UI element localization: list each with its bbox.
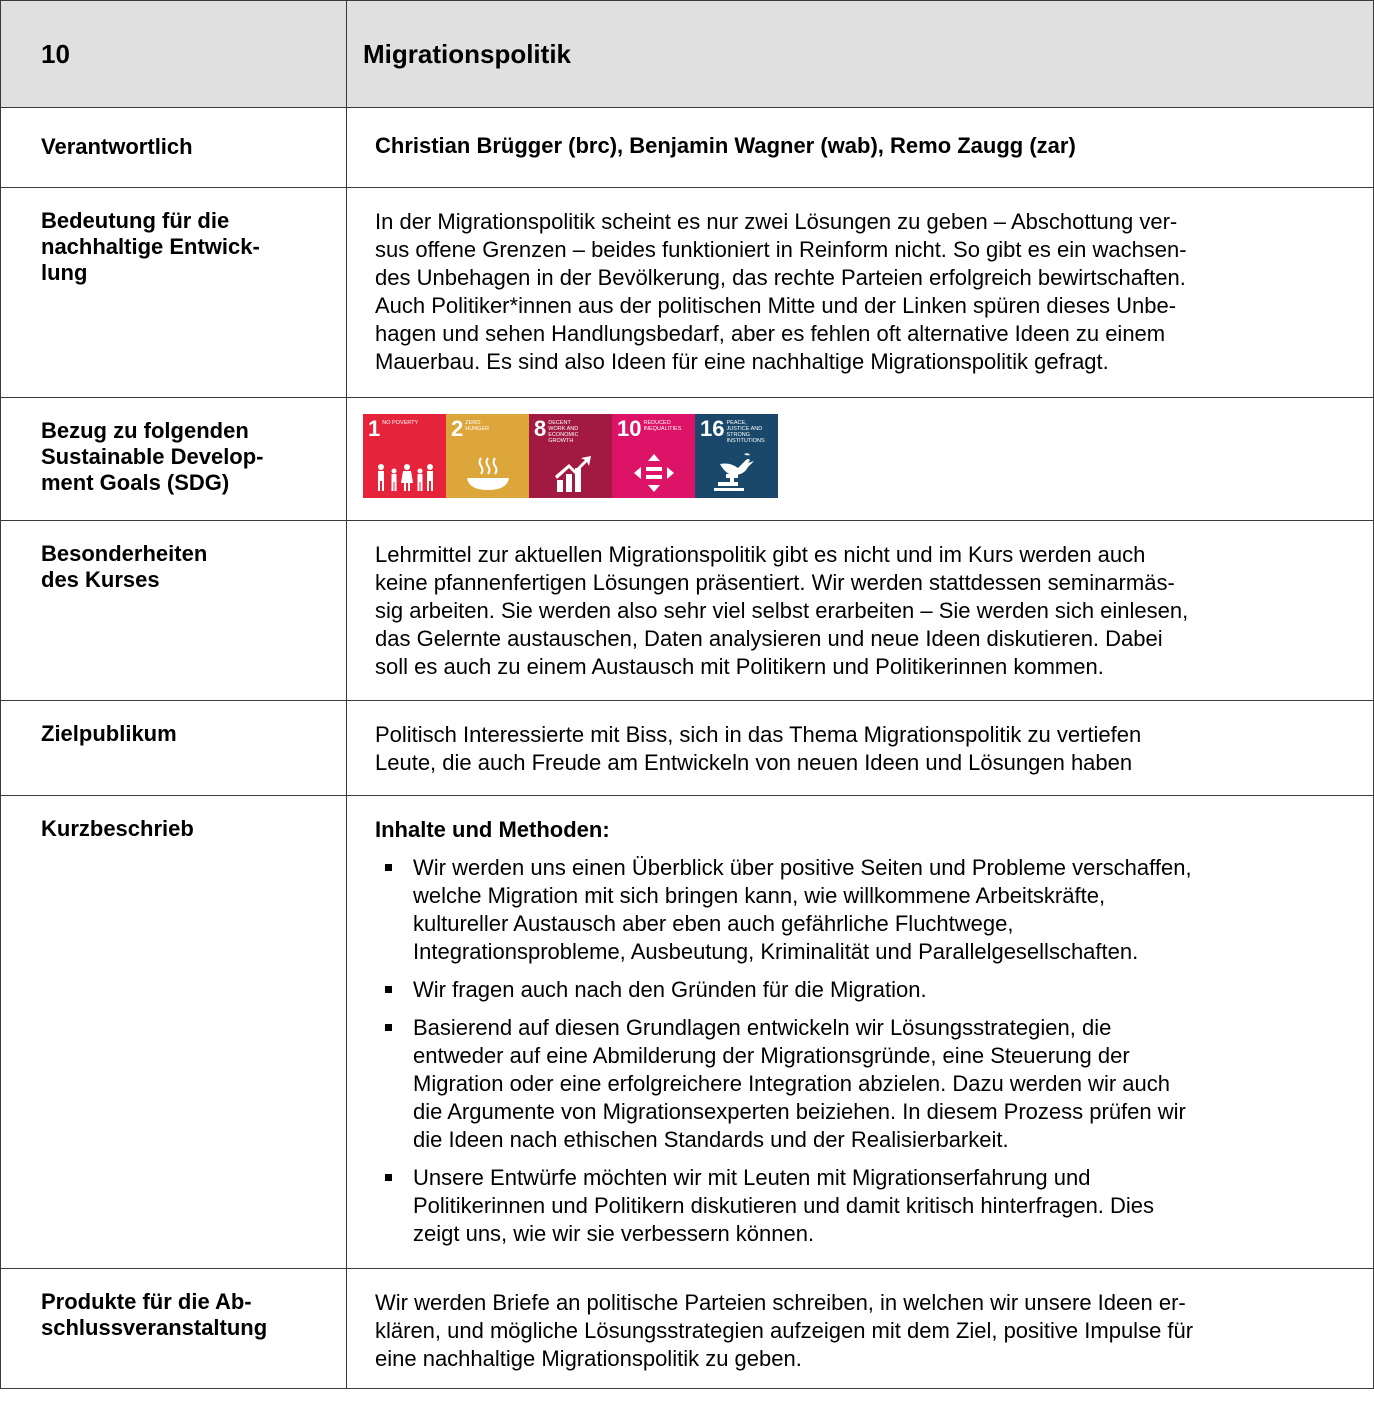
sdg-number: 1 [368,416,381,441]
text-line: Politikerinnen und Politikern diskutieren und damit kritisch hinterfragen. Dies [413,1193,1155,1218]
sdg-title: ZERO HUNGER [465,420,490,432]
text-line: Integrationsprobleme, Ausbeutung, Kriminalität und Parallelgesellschaften. [413,939,1139,964]
text-line: Lehrmittel zur aktuellen Migrationspolitik gibt es nicht und im Kurs werden auch [375,542,1146,567]
row-sdg [1,398,1374,521]
text-line: Mauerbau. Es sind also Ideen für eine nachhaltige Migrationspolitik gefragt. [375,349,1109,374]
text-line: entweder auf eine Abmilderung der Migrationsgründe, eine Steuerung der [413,1043,1130,1068]
sdg-title: NO POVERTY [382,420,419,426]
value-besonderheiten [347,521,1374,701]
row-kurzbeschrieb [1,796,1374,1269]
list-item [375,1164,1353,1248]
row-zielpublikum [1,701,1374,796]
text-line: Leute, die auch Freude am Entwickeln von neuen Ideen und Lösungen haben [375,750,1133,775]
value-zielpublikum [347,701,1374,796]
text-line: Auch Politiker*innen aus der politischen Mitte und der Linken spüren dieses Unbe- [375,293,1177,318]
sdg-title: REDUCED INEQUALITIES [643,420,682,432]
label-zielpublikum: Zielpublikum [1,701,347,796]
value-kurzbeschrieb [347,796,1374,1269]
sdg-number: 16 [700,416,725,441]
list-item [375,1014,1353,1154]
label-line: Produkte für die Ab- [41,1289,252,1314]
subheading: Inhalte und Methoden: [375,817,610,842]
bowl-icon [463,456,513,492]
text-line: Wir fragen auch nach den Gründen für die Migration. [413,977,927,1002]
sdg-title: DECENT WORK AND ECONOMIC GROWTH [548,420,579,444]
sdg-tile-1 [363,414,446,498]
text-line: sus offene Grenzen – beides funktioniert in Reinform nicht. So gibt es ein wachsen- [375,237,1187,262]
label-line: Besonderheiten [41,541,208,566]
label-line: ment Goals (SDG) [41,470,230,495]
sdg-title: PEACE, JUSTICE AND STRONG INSTITUTIONS [726,420,765,444]
label-kurzbeschrieb: Kurzbeschrieb [1,796,347,1269]
course-number: 10 [1,1,347,108]
dove-gavel-icon [714,452,760,492]
course-title: Migrationspolitik [347,1,1374,108]
equality-icon [634,454,674,492]
sdg-icons [363,414,1353,498]
label-bedeutung [1,188,347,398]
value-verantwortlich: Christian Brügger (brc), Benjamin Wagner (wab), Remo Zaugg (zar) [347,108,1374,188]
text-line: keine pfannenfertigen Lösungen präsentiert. Wir werden stattdessen seminarmäs- [375,570,1175,595]
text-line: welche Migration mit sich bringen kann, wie willkommene Arbeitskräfte, [413,883,1106,908]
text-line: kultureller Austausch aber eben auch gefährliche Fluchtwege, [413,911,1014,936]
sdg-tile-8 [529,414,612,498]
text-line: Wir werden Briefe an politische Parteien schreiben, in welchen wir unsere Ideen er- [375,1290,1186,1315]
sdg-number: 8 [534,416,547,441]
header-row [1,1,1374,108]
bullet-list [375,854,1353,1248]
family-icon [374,462,436,492]
text-line: das Gelernte austauschen, Daten analysieren und neue Ideen diskutieren. Dabei [375,626,1163,651]
list-item [375,976,1353,1004]
row-verantwortlich [1,108,1374,188]
sdg-number: 2 [451,416,464,441]
label-line: des Kurses [41,567,160,592]
growth-chart-icon [551,456,591,492]
text-line: hagen und sehen Handlungsbedarf, aber es fehlen oft alternative Ideen zu einem [375,321,1166,346]
text-line: des Unbehagen in der Bevölkerung, das rechte Parteien erfolgreich bewirtschaften. [375,265,1186,290]
text-line: soll es auch zu einem Austausch mit Politikern und Politikerinnen kommen. [375,654,1104,679]
sdg-tile-2 [446,414,529,498]
label-produkte [1,1269,347,1389]
value-bedeutung [347,188,1374,398]
sdg-tile-10 [612,414,695,498]
list-item [375,854,1353,966]
label-line: lung [41,260,88,285]
text-line: Basierend auf diesen Grundlagen entwickeln wir Lösungsstrategien, die [413,1015,1112,1040]
label-line: schlussveranstaltung [41,1315,268,1340]
text-line: klären, und mögliche Lösungsstrategien aufzeigen mit dem Ziel, positive Impulse für [375,1318,1194,1343]
text-line: In der Migrationspolitik scheint es nur zwei Lösungen zu geben – Abschottung ver- [375,209,1178,234]
row-produkte [1,1269,1374,1389]
label-besonderheiten [1,521,347,701]
text-line: Unsere Entwürfe möchten wir mit Leuten mit Migrationserfahrung und [413,1165,1091,1190]
label-line: Bezug zu folgenden [41,418,249,443]
text-line: Wir werden uns einen Überblick über positive Seiten und Probleme verschaffen, [413,855,1192,880]
text-line: Migration oder eine erfolgreichere Integration abzielen. Dazu werden wir auch [413,1071,1170,1096]
text-line: zeigt uns, wie wir sie verbessern können. [413,1221,815,1246]
label-line: Sustainable Develop- [41,444,264,469]
value-sdg [347,398,1374,521]
sdg-number: 10 [617,416,642,441]
text-line: die Argumente von Migrationsexperten beiziehen. In diesem Prozess prüfen wir [413,1099,1186,1124]
row-besonderheiten [1,521,1374,701]
label-line: nachhaltige Entwick- [41,234,260,259]
text-line: sig arbeiten. Sie werden also sehr viel selbst erarbeiten – Sie werden sich einlesen, [375,598,1189,623]
sdg-tile-16 [695,414,778,498]
text-line: die Ideen nach ethischen Standards und der Realisierbarkeit. [413,1127,1009,1152]
row-bedeutung [1,188,1374,398]
label-line: Bedeutung für die [41,208,230,233]
text-line: eine nachhaltige Migrationspolitik zu geben. [375,1346,802,1371]
value-produkte [347,1269,1374,1389]
label-verantwortlich: Verantwortlich [1,108,347,188]
label-sdg [1,398,347,521]
text-line: Politisch Interessierte mit Biss, sich in das Thema Migrationspolitik zu vertiefen [375,722,1142,747]
